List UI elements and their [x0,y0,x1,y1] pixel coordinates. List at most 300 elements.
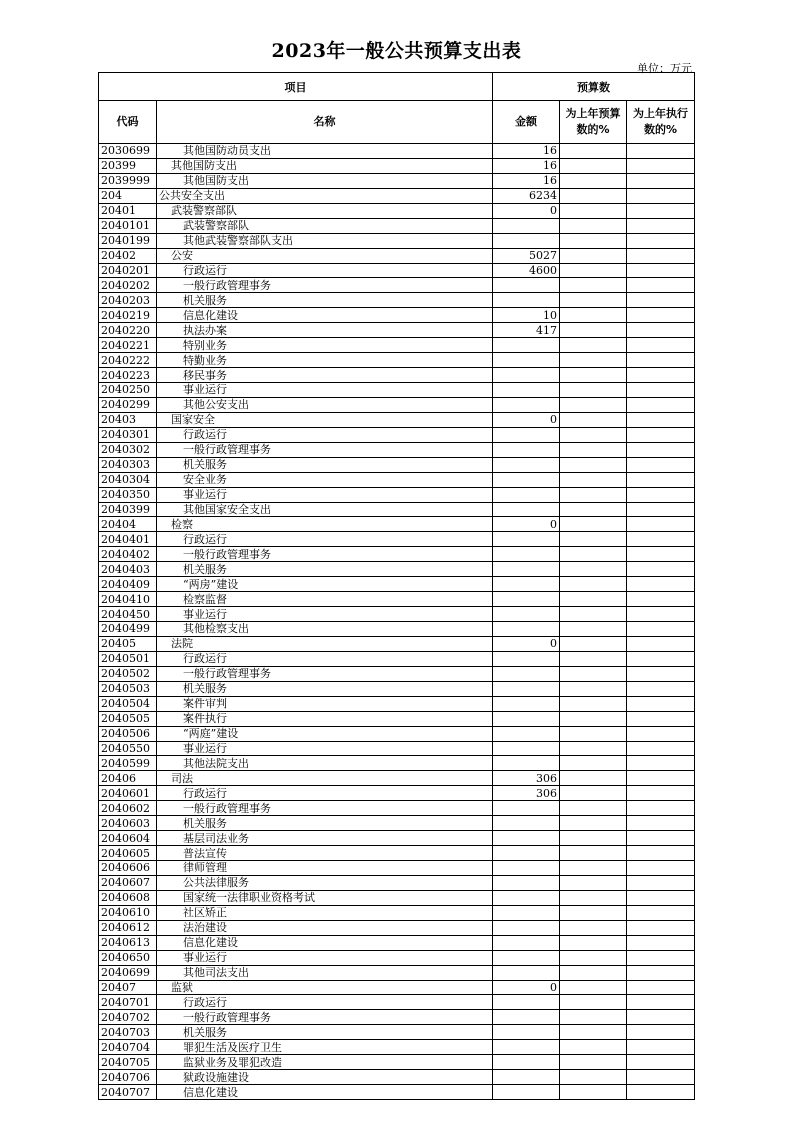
row-vs-last-exec [627,144,695,159]
row-amount [493,726,560,741]
row-vs-last-exec [627,786,695,801]
row-amount: 306 [493,771,560,786]
row-name: 国家安全 [157,412,493,427]
row-name: 行政运行 [157,995,493,1010]
row-vs-last-exec [627,248,695,263]
header-vs-last-exec: 为上年执行数的% [627,101,695,144]
table-row [99,144,695,159]
table-row [99,338,695,353]
table-row [99,711,695,726]
row-amount: 6234 [493,188,560,203]
row-amount: 16 [493,144,560,159]
row-name: 其他武装警察部队支出 [157,233,493,248]
row-vs-last-exec [627,233,695,248]
table-row [99,890,695,905]
row-vs-last-exec [627,1010,695,1025]
table-row [99,293,695,308]
table-row [99,368,695,383]
row-name: 其他法院支出 [157,756,493,771]
row-amount [493,861,560,876]
row-name: 事业运行 [157,383,493,398]
row-name: 信息化建设 [157,935,493,950]
row-vs-last-exec [627,875,695,890]
row-amount: 0 [493,412,560,427]
row-vs-last-budget [560,383,627,398]
row-name: 武装警察部队 [157,203,493,218]
budget-table [98,72,695,1100]
row-vs-last-exec [627,920,695,935]
row-vs-last-exec [627,995,695,1010]
row-vs-last-exec [627,158,695,173]
header-project: 项目 [99,73,493,101]
row-name: 机关服务 [157,681,493,696]
row-code: 2040605 [99,846,157,861]
row-amount [493,577,560,592]
row-code: 2040504 [99,696,157,711]
row-vs-last-budget [560,861,627,876]
row-vs-last-budget [560,636,627,651]
row-name: 监狱业务及罪犯改造 [157,1055,493,1070]
table-row [99,457,695,472]
row-code: 2040303 [99,457,157,472]
row-amount [493,442,560,457]
row-vs-last-exec [627,1055,695,1070]
row-vs-last-budget [560,547,627,562]
row-vs-last-exec [627,1070,695,1085]
row-amount [493,1040,560,1055]
row-vs-last-budget [560,353,627,368]
row-vs-last-exec [627,353,695,368]
row-code: 2040399 [99,502,157,517]
row-vs-last-budget [560,831,627,846]
row-vs-last-budget [560,368,627,383]
row-code: 2040203 [99,293,157,308]
row-name: 事业运行 [157,607,493,622]
table-row [99,696,695,711]
unit-label: 单位：万元 [637,62,692,75]
row-name: 检察监督 [157,592,493,607]
row-code: 2040299 [99,397,157,412]
table-row [99,173,695,188]
row-code: 2040705 [99,1055,157,1070]
row-name: 其他司法支出 [157,965,493,980]
row-amount [493,681,560,696]
row-vs-last-exec [627,592,695,607]
row-amount [493,353,560,368]
row-amount [493,875,560,890]
row-code: 2040505 [99,711,157,726]
row-name: 其他国家安全支出 [157,502,493,517]
row-vs-last-exec [627,965,695,980]
row-name: 机关服务 [157,816,493,831]
row-vs-last-exec [627,1025,695,1040]
row-vs-last-exec [627,980,695,995]
row-vs-last-exec [627,308,695,323]
row-name: 案件审判 [157,696,493,711]
row-name: 基层司法业务 [157,831,493,846]
row-code: 2040502 [99,666,157,681]
row-name: 其他国防动员支出 [157,144,493,159]
row-vs-last-budget [560,412,627,427]
row-vs-last-exec [627,935,695,950]
table-row [99,248,695,263]
row-vs-last-budget [560,517,627,532]
row-vs-last-budget [560,487,627,502]
table-row [99,1085,695,1100]
row-vs-last-exec [627,622,695,637]
row-vs-last-exec [627,427,695,442]
table-row [99,831,695,846]
row-vs-last-budget [560,144,627,159]
row-code: 2040612 [99,920,157,935]
row-name: 事业运行 [157,950,493,965]
row-code: 2040403 [99,562,157,577]
header-budget: 预算数 [493,73,695,101]
row-amount [493,562,560,577]
row-code: 2040650 [99,950,157,965]
row-vs-last-exec [627,696,695,711]
table-row [99,547,695,562]
row-vs-last-exec [627,636,695,651]
table-row [99,1010,695,1025]
row-name: 机关服务 [157,1025,493,1040]
row-code: 2040506 [99,726,157,741]
row-amount: 0 [493,980,560,995]
row-vs-last-budget [560,1055,627,1070]
row-amount [493,427,560,442]
row-name: 检察 [157,517,493,532]
table-row [99,756,695,771]
row-amount [493,532,560,547]
table-row [99,323,695,338]
row-code: 2040302 [99,442,157,457]
row-name: 特勤业务 [157,353,493,368]
row-code: 2040606 [99,861,157,876]
row-vs-last-exec [627,890,695,905]
row-amount [493,338,560,353]
row-name: 信息化建设 [157,308,493,323]
table-row [99,846,695,861]
row-vs-last-budget [560,592,627,607]
row-amount [493,622,560,637]
row-code: 2040702 [99,1010,157,1025]
row-name: 安全业务 [157,472,493,487]
row-name: 移民事务 [157,368,493,383]
row-code: 2040409 [99,577,157,592]
row-name: 公共法律服务 [157,875,493,890]
table-row [99,502,695,517]
row-amount [493,935,560,950]
row-amount [493,457,560,472]
row-vs-last-exec [627,368,695,383]
row-amount [493,1025,560,1040]
row-code: 2040503 [99,681,157,696]
row-name: 监狱 [157,980,493,995]
row-vs-last-exec [627,771,695,786]
row-vs-last-budget [560,188,627,203]
row-amount [493,995,560,1010]
row-vs-last-budget [560,875,627,890]
table-row [99,562,695,577]
row-name: 公安 [157,248,493,263]
table-row [99,995,695,1010]
row-code: 2040450 [99,607,157,622]
row-amount [493,651,560,666]
row-vs-last-exec [627,517,695,532]
row-code: 2040607 [99,875,157,890]
row-amount: 0 [493,636,560,651]
row-code: 20401 [99,203,157,218]
row-vs-last-budget [560,920,627,935]
row-vs-last-budget [560,786,627,801]
row-vs-last-budget [560,308,627,323]
table-row [99,278,695,293]
row-amount [493,950,560,965]
row-vs-last-exec [627,651,695,666]
table-row [99,607,695,622]
row-code: 2040221 [99,338,157,353]
row-name: 法院 [157,636,493,651]
row-amount: 10 [493,308,560,323]
row-code: 2040501 [99,651,157,666]
row-vs-last-exec [627,218,695,233]
table-body [99,144,695,1100]
row-vs-last-exec [627,577,695,592]
row-amount: 16 [493,173,560,188]
row-name: 信息化建设 [157,1085,493,1100]
row-name: “两房”建设 [157,577,493,592]
row-amount: 4600 [493,263,560,278]
row-vs-last-exec [627,741,695,756]
row-code: 204 [99,188,157,203]
row-vs-last-budget [560,696,627,711]
row-name: 行政运行 [157,263,493,278]
row-amount: 306 [493,786,560,801]
row-vs-last-budget [560,562,627,577]
row-code: 2040301 [99,427,157,442]
row-vs-last-exec [627,173,695,188]
row-amount [493,1010,560,1025]
row-name: 其他国防支出 [157,158,493,173]
row-code: 2040499 [99,622,157,637]
row-amount [493,831,560,846]
table-row [99,950,695,965]
row-code: 2040219 [99,308,157,323]
row-vs-last-exec [627,338,695,353]
row-vs-last-budget [560,502,627,517]
row-vs-last-budget [560,846,627,861]
row-vs-last-exec [627,203,695,218]
row-vs-last-budget [560,218,627,233]
row-name: 行政运行 [157,786,493,801]
row-amount: 0 [493,517,560,532]
row-vs-last-budget [560,771,627,786]
table-row [99,1055,695,1070]
row-code: 20402 [99,248,157,263]
row-code: 2040202 [99,278,157,293]
row-amount [493,1085,560,1100]
table-row [99,383,695,398]
row-amount [493,218,560,233]
row-code: 2040608 [99,890,157,905]
row-code: 20405 [99,636,157,651]
row-vs-last-exec [627,457,695,472]
row-code: 20403 [99,412,157,427]
row-code: 2040304 [99,472,157,487]
row-code: 20407 [99,980,157,995]
row-name: “两庭”建设 [157,726,493,741]
row-vs-last-exec [627,905,695,920]
row-vs-last-budget [560,666,627,681]
row-code: 2040603 [99,816,157,831]
row-name: 司法 [157,771,493,786]
row-code: 2040402 [99,547,157,562]
row-vs-last-budget [560,323,627,338]
row-vs-last-exec [627,397,695,412]
row-vs-last-exec [627,278,695,293]
row-name: 机关服务 [157,293,493,308]
row-vs-last-budget [560,980,627,995]
row-code: 2040220 [99,323,157,338]
row-vs-last-budget [560,681,627,696]
row-code: 20404 [99,517,157,532]
row-vs-last-exec [627,1085,695,1100]
row-code: 2040613 [99,935,157,950]
row-vs-last-budget [560,173,627,188]
row-amount [493,233,560,248]
row-vs-last-budget [560,607,627,622]
table-row [99,801,695,816]
row-name: 普法宣传 [157,846,493,861]
table-row [99,203,695,218]
table-row [99,965,695,980]
row-vs-last-exec [627,188,695,203]
row-code: 2040699 [99,965,157,980]
table-row [99,158,695,173]
row-name: 执法办案 [157,323,493,338]
row-vs-last-budget [560,1025,627,1040]
table-row [99,233,695,248]
row-vs-last-exec [627,607,695,622]
row-vs-last-exec [627,861,695,876]
row-vs-last-budget [560,801,627,816]
table-row [99,577,695,592]
row-vs-last-exec [627,293,695,308]
table-row [99,532,695,547]
row-code: 2040222 [99,353,157,368]
row-code: 2040223 [99,368,157,383]
row-vs-last-exec [627,711,695,726]
table-row [99,472,695,487]
row-name: 狱政设施建设 [157,1070,493,1085]
row-name: 罪犯生活及医疗卫生 [157,1040,493,1055]
table-row [99,1070,695,1085]
row-vs-last-exec [627,487,695,502]
table-row [99,263,695,278]
row-vs-last-budget [560,278,627,293]
row-name: 一般行政管理事务 [157,801,493,816]
row-amount [493,756,560,771]
table-row [99,412,695,427]
row-name: 一般行政管理事务 [157,442,493,457]
row-vs-last-exec [627,562,695,577]
page-title: 2023年一般公共预算支出表 [271,40,522,62]
table-row [99,741,695,756]
table-row [99,681,695,696]
row-vs-last-exec [627,801,695,816]
row-amount [493,920,560,935]
table-row [99,622,695,637]
row-amount [493,801,560,816]
row-code: 2040707 [99,1085,157,1100]
row-code: 2040602 [99,801,157,816]
row-code: 2040601 [99,786,157,801]
row-code: 2040199 [99,233,157,248]
table-row [99,188,695,203]
table-row [99,487,695,502]
table-row [99,1040,695,1055]
row-amount: 417 [493,323,560,338]
table-row [99,726,695,741]
row-vs-last-exec [627,756,695,771]
row-vs-last-exec [627,383,695,398]
row-code: 2040703 [99,1025,157,1040]
row-amount [493,711,560,726]
row-name: 公共安全支出 [157,188,493,203]
row-vs-last-budget [560,816,627,831]
row-code: 2040604 [99,831,157,846]
row-amount [493,487,560,502]
row-vs-last-exec [627,1040,695,1055]
row-name: 律师管理 [157,861,493,876]
row-vs-last-budget [560,622,627,637]
table-row [99,218,695,233]
table-row [99,651,695,666]
row-vs-last-budget [560,890,627,905]
row-vs-last-budget [560,1040,627,1055]
row-vs-last-budget [560,965,627,980]
table-row [99,308,695,323]
row-code: 2040701 [99,995,157,1010]
row-vs-last-exec [627,323,695,338]
row-vs-last-budget [560,711,627,726]
row-vs-last-exec [627,472,695,487]
row-name: 一般行政管理事务 [157,666,493,681]
table-row [99,592,695,607]
row-code: 2040410 [99,592,157,607]
row-code: 20406 [99,771,157,786]
row-code: 2040401 [99,532,157,547]
row-name: 机关服务 [157,457,493,472]
row-name: 法治建设 [157,920,493,935]
row-vs-last-exec [627,442,695,457]
row-vs-last-budget [560,457,627,472]
row-name: 一般行政管理事务 [157,1010,493,1025]
row-vs-last-budget [560,248,627,263]
row-vs-last-exec [627,726,695,741]
table-row [99,666,695,681]
row-amount [493,890,560,905]
table-row [99,1025,695,1040]
row-amount [493,502,560,517]
row-amount [493,368,560,383]
row-vs-last-budget [560,995,627,1010]
row-code: 2040201 [99,263,157,278]
row-code: 2040610 [99,905,157,920]
row-vs-last-budget [560,293,627,308]
table-row [99,861,695,876]
row-vs-last-budget [560,1085,627,1100]
